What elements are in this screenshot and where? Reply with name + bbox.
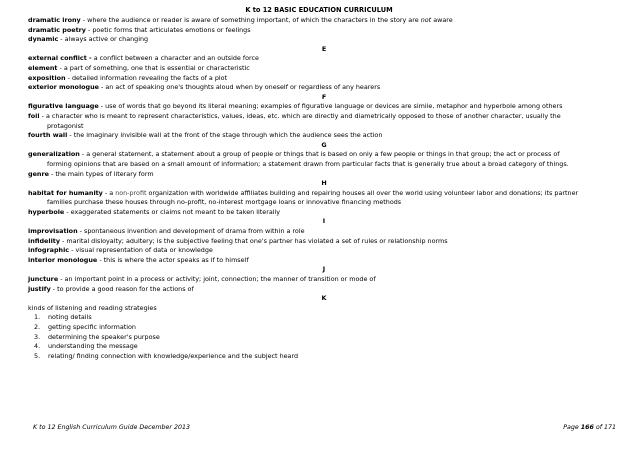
entry-external-conflict — [28, 54, 620, 64]
definition: - an act of speaking one's thoughts aloud when by oneself or regardless of any hearers — [101, 83, 381, 92]
entry-justify — [28, 285, 620, 295]
list-number: 1. — [34, 313, 41, 322]
emphasis-text: not — [420, 16, 432, 24]
entry-dynamic — [28, 35, 620, 45]
entry-dramatic-poetry — [28, 26, 620, 36]
section-letter-h: H — [321, 179, 327, 188]
page-number — [563, 423, 616, 433]
definition: - this is where the actor speaks as if to himself — [99, 255, 249, 264]
definition: - a character who is meant to represent characteristics, values, ideas, etc. which are directly and diametrically opposed to those of another character, usually the — [41, 111, 561, 120]
entry-hyperbole — [28, 208, 620, 218]
page-header: K to 12 BASIC EDUCATION CURRICULUM — [245, 6, 393, 14]
list-item — [28, 323, 620, 333]
definition: - an important point in a process or activity; joint, connection; the manner of transition or mode of — [60, 275, 376, 284]
section-letter-i: I — [322, 217, 326, 226]
term: juncture — [28, 275, 59, 284]
definition: - visual representation of data or knowledge — [71, 246, 213, 255]
list-text: noting details — [48, 313, 92, 322]
term: dynamic — [28, 35, 59, 44]
definition-end: organization with worldwide affiliates building and repairing houses all over the world using volunteer labor and donations; its partner — [146, 188, 579, 197]
entry-genre — [28, 170, 620, 180]
definition: - where the audience or reader is aware of something important, of which the characters in the story are — [82, 16, 419, 24]
definition: - poetic forms that articulates emotions or feelings — [88, 25, 251, 34]
definition: - to provide a good reason for the actions of — [52, 284, 194, 293]
section-letter-j: J — [322, 265, 326, 274]
footer-document-title: K to 12 English Curriculum Guide December 2013 — [33, 424, 191, 431]
term: interior monologue — [28, 255, 98, 264]
entry-figurative-language — [28, 102, 620, 112]
definition: - the imaginary invisible wall at the front of the stage through which the audience sees the action — [69, 131, 383, 140]
entry-juncture — [28, 275, 620, 285]
entry-foil-continued: protagonist — [47, 121, 84, 130]
term: generalization — [28, 150, 80, 159]
term: exterior monologue — [28, 83, 99, 92]
entry-element — [28, 64, 620, 74]
entry-exposition — [28, 74, 620, 84]
definition: - detailed information revealing the facts of a plot — [67, 73, 228, 82]
term: dramatic irony — [28, 16, 81, 24]
list-number: 3. — [34, 332, 41, 341]
entry-interior-monologue — [28, 256, 620, 266]
entry-foil — [28, 112, 620, 122]
list-number: 4. — [34, 342, 41, 351]
definition: - exaggerated statements or claims not meant to be taken literally — [66, 207, 281, 216]
entry-generalization-continued: forming opinions that are based on a small amount of information; a statement drawn from particular facts that is generally true about a broad category of things. — [47, 159, 569, 168]
definition: a conflict between a character and an outside force — [93, 54, 259, 63]
page-prefix: Page — [563, 424, 581, 431]
definition: - a general statement, a statement about a group of people or things that is based on only a few people or things in that group; the act or process of — [79, 150, 560, 159]
list-number: 5. — [34, 351, 41, 360]
page-total: of 171 — [593, 424, 616, 431]
term: infographic — [28, 246, 70, 255]
list-item — [28, 313, 620, 323]
term: infidelity — [28, 236, 60, 245]
entry-infographic — [28, 246, 620, 256]
entry-generalization — [28, 150, 620, 160]
term: exposition — [28, 73, 66, 82]
glossary-content — [28, 16, 620, 361]
definition: - a — [102, 188, 116, 197]
term: figurative language — [28, 102, 99, 111]
definition-end: aware — [433, 16, 453, 24]
term: genre — [28, 169, 49, 178]
definition: - marital disloyalty; adultery; is the subjective feeling that one's partner has violated a set of rules or relationship norms — [62, 236, 448, 245]
list-item — [28, 352, 620, 362]
definition: - always active or changing — [60, 35, 149, 44]
list-text: getting specific information — [48, 323, 136, 331]
entry-infidelity — [28, 237, 620, 247]
strategies-list — [28, 313, 620, 361]
term: hyperbole — [28, 207, 65, 216]
page-footer — [33, 423, 616, 433]
list-text: relating/ finding connection with knowledge/experience and the subject heard — [48, 351, 299, 360]
entry-habitat-continued: families purchase these houses through no-profit, no-interest mortgage loans or innovative financing methods — [47, 198, 402, 207]
entry-improvisation — [28, 227, 620, 237]
term: justify — [28, 284, 51, 293]
entry-exterior-monologue — [28, 83, 620, 93]
term: dramatic poetry — [28, 25, 86, 34]
term: fourth wall — [28, 131, 68, 140]
list-item — [28, 333, 620, 343]
section-letter-g: G — [321, 140, 327, 149]
term: external conflict - — [28, 54, 92, 63]
definition: - the main types of literary form — [51, 169, 154, 178]
page-current: 166 — [580, 424, 594, 431]
definition: - spontaneous invention and development of drama from within a role — [79, 227, 305, 236]
entry-kinds-heading: kinds of listening and reading strategies — [28, 303, 157, 312]
entry-habitat-for-humanity — [28, 189, 620, 199]
entry-fourth-wall — [28, 131, 620, 141]
list-number: 2. — [34, 323, 41, 331]
definition: - a part of something, one that is essential or characteristic — [59, 63, 250, 72]
non-profit-link[interactable]: non-profit — [115, 188, 147, 197]
section-letter-f: F — [321, 92, 327, 101]
term: habitat for humanity — [28, 188, 103, 197]
list-item — [28, 342, 620, 352]
definition: - use of words that go beyond its literal meaning; examples of figurative language or devices are simile, metaphor and hyperbole among others — [100, 102, 563, 111]
term: improvisation — [28, 227, 78, 236]
term: element — [28, 63, 58, 72]
section-letter-k: K — [321, 294, 327, 303]
term: foil — [28, 111, 40, 120]
list-text: determining the speaker's purpose — [48, 332, 160, 341]
list-text: understanding the message — [48, 342, 138, 351]
entry-dramatic-irony — [28, 16, 620, 26]
section-letter-e: E — [321, 44, 327, 53]
